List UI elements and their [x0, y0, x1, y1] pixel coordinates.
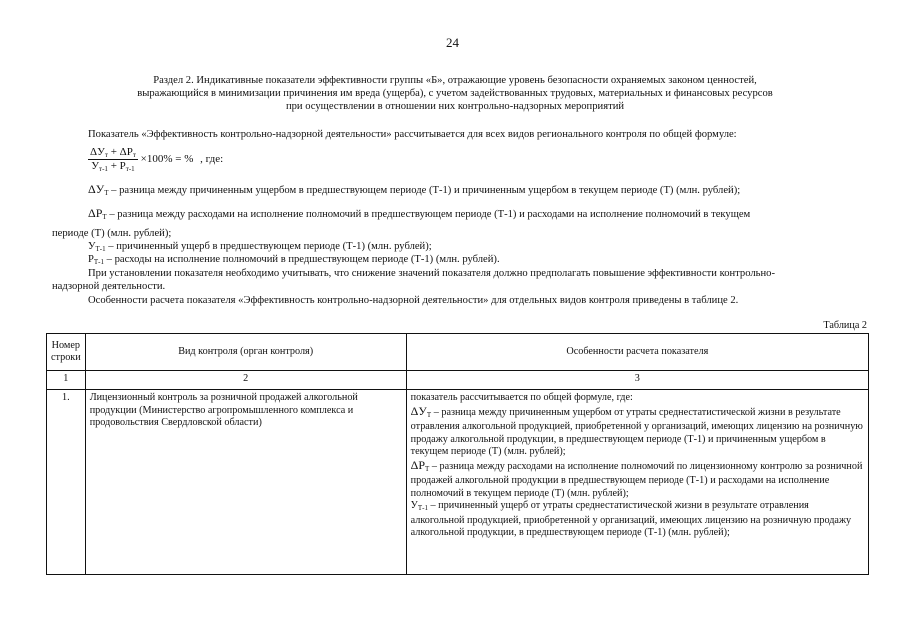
table-row: [47, 390, 869, 575]
section-heading: [70, 74, 840, 114]
row-formula-intro: показатель рассчитывается по общей формуле, где:: [410, 392, 633, 403]
page-number: 24: [446, 35, 459, 50]
definition-u: $У_{Т-1}$ – причиненный ущерб в предшествующем периоде (Т-1) (млн. рублей);: [88, 241, 432, 253]
table-column-numbers-row: [47, 371, 869, 390]
formula-numerator: $\Delta У_т + \Delta Р_т$: [90, 146, 136, 159]
header-row-number: Номер строки: [47, 334, 86, 371]
intro-paragraph: Показатель «Эффективность контрольно-надзорной деятельности» рассчитывается для всех видов регионального контроля по общей формуле:: [88, 129, 737, 140]
definition-r: $Р_{Т-1}$ – расходы на исполнение полномочий в предшествующем периоде (Т-1) (млн. рублей).: [88, 254, 500, 266]
column-number-2: 2: [85, 371, 406, 390]
formula-where: , где:: [200, 153, 224, 166]
formula-denominator: $У_{т-1} + Р_{т-1}$: [91, 160, 135, 173]
table-2: [46, 333, 869, 575]
table-caption: Таблица 2: [823, 320, 867, 331]
column-number-3: 3: [406, 371, 868, 390]
row-number: 1.: [47, 390, 86, 575]
section-heading-line-2: выражающийся в минимизации причинения им вреда (ущерба), с учетом задействованных трудовых, материальных и финансовых ресурсов: [137, 88, 773, 100]
definition-delta-r-cont: периоде (Т) (млн. рублей);: [52, 228, 172, 239]
table-header-row: [47, 334, 869, 371]
table-reference-paragraph: Особенности расчета показателя «Эффективность контрольно-надзорной деятельности» для отдельных видов контроля приведены в таблице 2.: [88, 295, 739, 306]
header-calculation-features: Особенности расчета показателя: [406, 334, 868, 371]
formula-multiplier: ×100% = %: [140, 153, 194, 166]
row-control-kind: Лицензионный контроль за розничной продажей алкогольной продукции (Министерство агропромышленного комплекса и продовольствия Свердловской области): [85, 390, 406, 575]
section-heading-line-3: при осуществлении в отношении них контрольно-надзорных мероприятий: [285, 101, 625, 113]
row-definition-delta-r: $\Delta Р_Т$ – разница между расходами на исполнение полномочий по лицензионному контролю за розничной продажей алкогольной продукции в предшествующем периоде (Т-1) и расходами на исполнение полномочий в текущем периоде (Т) (млн. рублей);: [410, 457, 863, 499]
note-paragraph-cont: надзорной деятельности.: [52, 281, 166, 292]
row-definition-delta-u: $\Delta У_Т$ – разница между причиненным ущербом от утраты среднестатистической жизни в результате отравления алкогольной продукцией, приобретенной у организаций, имеющих лицензию на розничную продажу алкогольной продукции, в предшествующем периоде (Т-1) и причиненным ущербом в текущем периоде (Т) (млн. рублей);: [410, 403, 863, 457]
formula: [88, 146, 223, 173]
formula-fraction: [88, 146, 138, 173]
header-control-kind: Вид контроля (орган контроля): [85, 334, 406, 371]
definition-delta-u: $\Delta У_Т$ – разница между причиненным ущербом в предшествующем периоде (Т-1) и причиненным ущербом в текущем периоде (Т) (млн. рублей);: [88, 182, 741, 197]
row-calculation-features: [406, 390, 868, 575]
row-definition-u: $У_{Т-1}$ – причиненный ущерб от утраты среднестатистической жизни в результате отравления алкогольной продукцией, приобретенной у организаций, имеющих лицензию на розничную продажу алкогольной продукции, в предшествующем периоде (Т-1) (млн. рублей);: [410, 500, 852, 538]
column-number-1: 1: [47, 371, 86, 390]
note-paragraph: При установлении показателя необходимо учитывать, что снижение значений показателя должно предполагать повышение эффективности контрольно-: [88, 268, 775, 279]
definition-delta-r: $\Delta Р_Т$ – разница между расходами на исполнение полномочий в предшествующем периоде (Т-1) и расходами на исполнение полномочий в текущем: [88, 206, 751, 221]
section-heading-line-1: Раздел 2. Индикативные показатели эффективности группы «Б», отражающие уровень безопасности охраняемых законом ценностей,: [153, 75, 757, 86]
